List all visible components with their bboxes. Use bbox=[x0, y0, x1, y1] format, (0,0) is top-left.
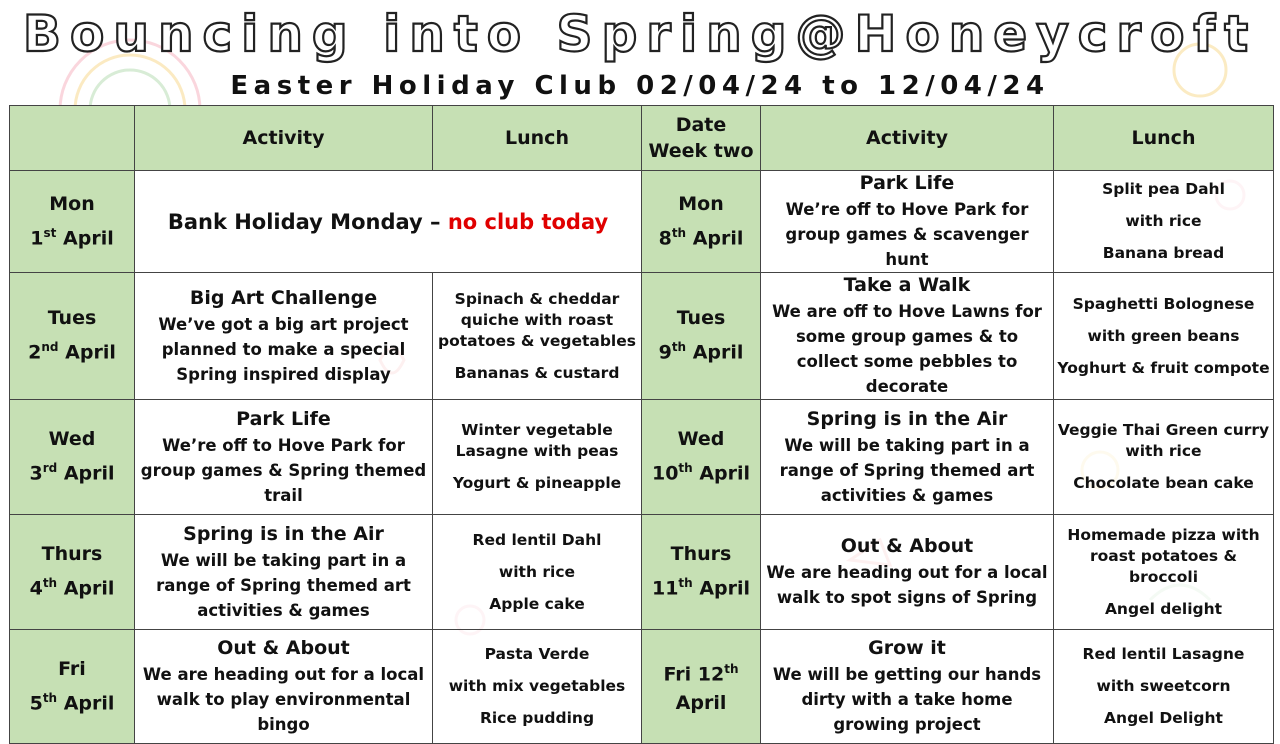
day-cell bbox=[10, 630, 135, 744]
activity-cell bbox=[135, 273, 433, 400]
lunch-item: Yoghurt & fruit compote bbox=[1057, 358, 1270, 377]
lunch-cell bbox=[433, 515, 642, 630]
day-date: 10th April bbox=[651, 461, 751, 485]
day-date: 9th April bbox=[658, 340, 744, 364]
day-date: 3rd April bbox=[29, 461, 115, 485]
lunch-cell bbox=[1054, 273, 1274, 400]
day-name: Thurs bbox=[670, 543, 732, 566]
bank-holiday-cell bbox=[135, 171, 642, 273]
day-month: April bbox=[675, 692, 727, 715]
day-name: Thurs bbox=[41, 543, 103, 566]
table-row bbox=[10, 171, 1274, 273]
activity-title: Take a Walk bbox=[843, 274, 971, 296]
holiday-club-timetable bbox=[9, 105, 1274, 744]
day-cell bbox=[10, 171, 135, 273]
day-name: Tues bbox=[676, 307, 726, 330]
activity-title: Spring is in the Air bbox=[806, 407, 1008, 430]
header-row bbox=[10, 106, 1274, 171]
lunch-item: Spaghetti Bolognese bbox=[1072, 294, 1255, 313]
lunch-item: Split pea Dahl bbox=[1102, 180, 1225, 198]
activity-cell bbox=[761, 273, 1054, 400]
lunch-header-week-two: Lunch bbox=[1054, 106, 1274, 171]
lunch-cell bbox=[1054, 515, 1274, 630]
lunch-header: Lunch bbox=[433, 106, 642, 171]
activity-title: Out & About bbox=[840, 535, 974, 557]
lunch-item: Angel delight bbox=[1104, 599, 1223, 618]
lunch-item: with green beans bbox=[1087, 326, 1240, 345]
activity-title: Grow it bbox=[868, 637, 946, 659]
lunch-item: Spinach & cheddar quiche with roast potatoes & vegetables bbox=[438, 289, 636, 350]
day-name: Mon bbox=[678, 192, 724, 215]
lunch-item: Homemade pizza with roast potatoes & broccoli bbox=[1067, 525, 1260, 586]
activity-description: We’ve got a big art project planned to make a special Spring inspired display bbox=[158, 314, 409, 384]
activity-description: We’re off to Hove Park for group games & scavenger hunt bbox=[785, 200, 1029, 269]
page-title: Bouncing into Spring@Honeycroft bbox=[22, 5, 1258, 63]
activity-header: Activity bbox=[135, 106, 433, 171]
lunch-item: Apple cake bbox=[489, 594, 585, 613]
week-two-header-label: Week two bbox=[648, 140, 754, 162]
lunch-cell bbox=[1054, 630, 1274, 744]
activity-cell bbox=[135, 400, 433, 515]
day-cell bbox=[10, 400, 135, 515]
lunch-item: with rice bbox=[498, 562, 576, 581]
day-name: Tues bbox=[47, 307, 97, 330]
activity-cell bbox=[135, 630, 433, 744]
lunch-cell bbox=[433, 273, 642, 400]
table-row bbox=[10, 515, 1274, 630]
lunch-item: with mix vegetables bbox=[448, 677, 626, 695]
lunch-item: Banana bread bbox=[1102, 244, 1225, 262]
table-row bbox=[10, 630, 1274, 744]
activity-cell bbox=[761, 400, 1054, 515]
day-date: Fri 12th bbox=[663, 661, 739, 686]
activity-cell bbox=[761, 515, 1054, 630]
lunch-item: with sweetcorn bbox=[1096, 677, 1231, 695]
table-row bbox=[10, 273, 1274, 400]
day-cell bbox=[642, 273, 761, 400]
lunch-item: Chocolate bean cake bbox=[1073, 474, 1254, 492]
activity-cell bbox=[135, 515, 433, 630]
lunch-item: Red lentil Lasagne bbox=[1082, 645, 1245, 663]
lunch-item: Red lentil Dahl bbox=[472, 530, 602, 549]
lunch-cell bbox=[1054, 171, 1274, 273]
day-name: Wed bbox=[48, 428, 96, 451]
date-week-two-header bbox=[642, 106, 761, 171]
lunch-cell bbox=[433, 630, 642, 744]
lunch-item: Bananas & custard bbox=[454, 363, 620, 382]
day-date: 2nd April bbox=[28, 340, 116, 364]
activity-title: Big Art Challenge bbox=[189, 286, 378, 309]
table-row bbox=[10, 400, 1274, 515]
lunch-item: Yogurt & pineapple bbox=[452, 474, 622, 492]
activity-description: We will be taking part in a range of Spring themed art activities & games bbox=[779, 435, 1035, 505]
day-cell bbox=[10, 273, 135, 400]
day-name: Fri bbox=[58, 657, 86, 680]
lunch-item: Angel Delight bbox=[1104, 709, 1223, 727]
lunch-item: Pasta Verde bbox=[484, 645, 590, 663]
day-cell bbox=[642, 171, 761, 273]
date-header-label: Date bbox=[675, 114, 727, 136]
activity-description: We will be taking part in a range of Spring themed art activities & games bbox=[156, 550, 411, 620]
day-date: 5th April bbox=[29, 690, 115, 715]
day-cell bbox=[10, 515, 135, 630]
lunch-item: Rice pudding bbox=[479, 709, 595, 727]
activity-cell bbox=[761, 171, 1054, 273]
lunch-item: Veggie Thai Green curry with rice bbox=[1057, 421, 1270, 460]
activity-description: We are heading out for a local walk to play environmental bingo bbox=[142, 665, 425, 734]
activity-header-week-two: Activity bbox=[761, 106, 1054, 171]
day-date: 1st April bbox=[30, 225, 114, 250]
day-date: 4th April bbox=[29, 576, 115, 600]
day-cell bbox=[642, 515, 761, 630]
day-cell bbox=[642, 400, 761, 515]
lunch-cell bbox=[1054, 400, 1274, 515]
day-cell bbox=[642, 630, 761, 744]
activity-description: We’re off to Hove Park for group games & Spring themed trail bbox=[140, 435, 427, 505]
day-name: Mon bbox=[49, 192, 95, 215]
activity-description: We are off to Hove Lawns for some group games & to collect some pebbles to decorate bbox=[772, 302, 1042, 396]
activity-title: Spring is in the Air bbox=[183, 522, 384, 545]
activity-title: Park Life bbox=[859, 172, 955, 194]
day-name: Wed bbox=[677, 428, 725, 451]
lunch-item: with rice bbox=[1125, 212, 1202, 230]
activity-cell bbox=[761, 630, 1054, 744]
activity-title: Park Life bbox=[236, 407, 331, 430]
day-date: 8th April bbox=[658, 225, 744, 250]
blank-header-cell bbox=[10, 106, 135, 171]
day-date: 11th April bbox=[651, 576, 751, 600]
activity-title: Out & About bbox=[217, 637, 350, 659]
lunch-cell bbox=[433, 400, 642, 515]
lunch-item: Winter vegetable Lasagne with peas bbox=[455, 421, 619, 460]
no-club-notice: no club today bbox=[447, 209, 609, 234]
activity-description: We are heading out for a local walk to spot signs of Spring bbox=[766, 563, 1048, 607]
bank-holiday-text: Bank Holiday Monday – no club today bbox=[167, 209, 609, 234]
page-subtitle: Easter Holiday Club 02/04/24 to 12/04/24 bbox=[230, 71, 1050, 101]
activity-description: We will be getting our hands dirty with a take home growing project bbox=[772, 665, 1042, 734]
